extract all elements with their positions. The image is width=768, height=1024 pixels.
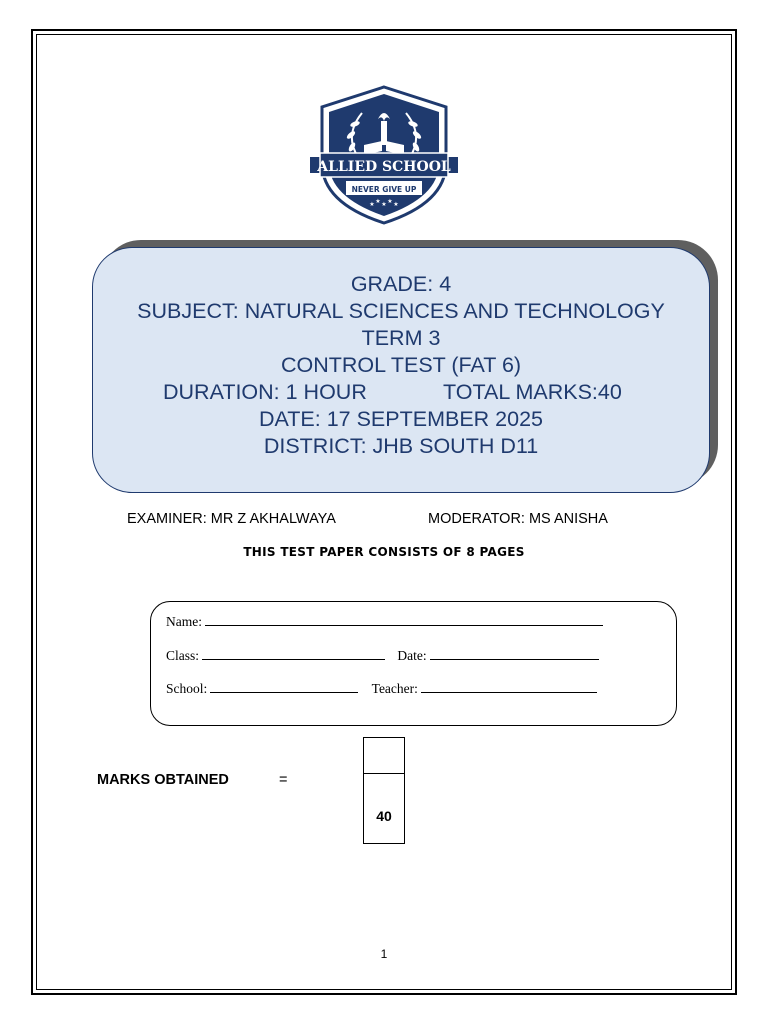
- subject-text: SUBJECT: NATURAL SCIENCES AND TECHNOLOGY: [137, 299, 665, 323]
- total-marks-text: TOTAL MARKS:40: [443, 380, 622, 404]
- class-field[interactable]: [202, 647, 385, 660]
- svg-text:★: ★: [393, 201, 399, 208]
- district-text: DISTRICT: JHB SOUTH D11: [263, 434, 539, 458]
- svg-text:★: ★: [387, 198, 393, 205]
- class-date-row: [166, 647, 599, 664]
- examiner-text: EXAMINER: MR Z AKHALWAYA: [127, 511, 336, 527]
- duration-text: DURATION: 1 HOUR: [163, 380, 367, 404]
- svg-text:★: ★: [369, 201, 375, 208]
- test-info-banner: [92, 247, 710, 493]
- date-text: DATE: 17 SEPTEMBER 2025: [259, 407, 543, 431]
- teacher-label: Teacher:: [371, 681, 418, 696]
- name-label: Name:: [166, 614, 202, 629]
- teacher-field[interactable]: [421, 680, 597, 693]
- svg-text:★: ★: [381, 201, 387, 208]
- marks-box: [363, 737, 405, 844]
- learner-info-box: [150, 601, 677, 726]
- moderator-text: MODERATOR: MS ANISHA: [428, 511, 608, 527]
- page-number: 1: [380, 947, 388, 961]
- marks-obtained-label: MARKS OBTAINED: [97, 772, 229, 788]
- page-count-notice: THIS TEST PAPER CONSISTS OF 8 PAGES: [243, 545, 525, 559]
- svg-text:★: ★: [375, 198, 381, 205]
- name-field[interactable]: [205, 613, 603, 626]
- test-name-text: CONTROL TEST (FAT 6): [280, 353, 522, 377]
- school-name-text: ALLIED SCHOOL: [317, 159, 451, 175]
- school-teacher-row: [166, 680, 597, 697]
- date-label: Date:: [397, 648, 427, 663]
- name-row: [166, 613, 603, 630]
- date-field[interactable]: [430, 647, 599, 660]
- term-text: TERM 3: [361, 326, 441, 350]
- school-motto-text: NEVER GIVE UP: [351, 185, 417, 194]
- class-label: Class:: [166, 648, 200, 663]
- grade-text: GRADE: 4: [350, 272, 452, 296]
- school-field[interactable]: [210, 680, 358, 693]
- marks-total-value: 40: [376, 808, 392, 824]
- school-label: School:: [166, 681, 208, 696]
- equals-sign: =: [279, 772, 288, 788]
- marks-divider: [364, 773, 404, 774]
- school-crest-logo: [306, 85, 462, 225]
